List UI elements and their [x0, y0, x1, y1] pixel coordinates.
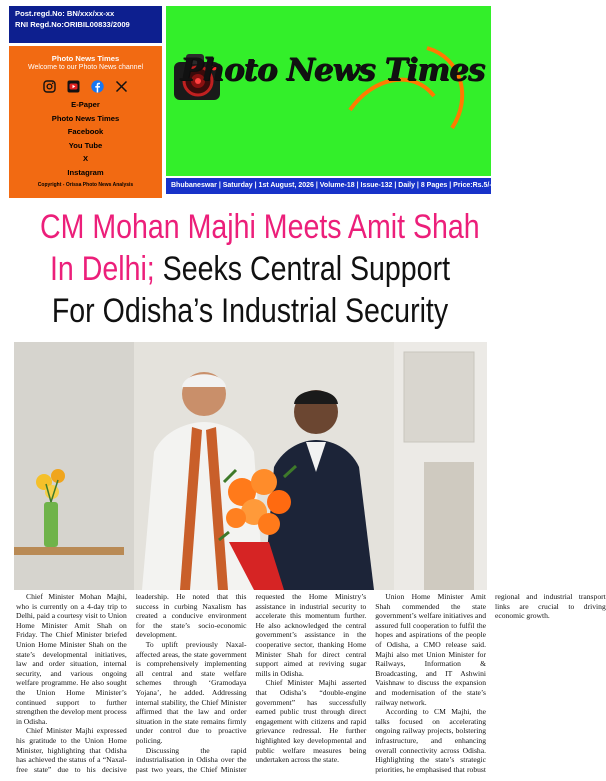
postal-registration-box	[9, 6, 162, 43]
headline-line-2-text: Seeks Central Support	[154, 250, 451, 288]
article-paragraph: Union Home Minister Amit Shah commended the state government’s welfare initiatives and assured full cooperation to fulfil the hopes and aspirations of the people of Odisha, a CMO release said. Majhi also met Union Minister for Railways, Information & Broadcasting, and IT Ashwini Vaishnaw to discuss the expansion and modernisation of the state’s railway network.	[375, 592, 486, 707]
promo-title: Photo News Times	[51, 54, 120, 63]
news-photo-illustration	[14, 342, 487, 590]
masthead-artwork	[172, 18, 485, 164]
header-left-column	[9, 6, 162, 198]
news-photo	[14, 342, 487, 590]
article-paragraph: Discussing the rapid industrialisation in Odisha over the past two years, the Chief Minister requested the Home Ministry’s assistance in industrial security to accelerate this momentum further. He also acknowledged the central government’s assistance in the cooperative sector, thanking Home Minister Shah for direct central support aimed at reviving sugar mills in Odisha.	[135, 592, 367, 774]
promo-item-instagram[interactable]: Instagram	[67, 167, 104, 177]
promo-item-epaper[interactable]: E-Paper	[71, 100, 100, 109]
article-paragraph: Chief Minister Majhi expressed his gratitude to the Union Home Minister, highlighting that Odisha has achieved the status of a “Naxal-free state” due to his decisive leadership. He noted that this success in curbing Naxalism has created a conducive environment for the state’s socio-economic development.	[16, 592, 247, 774]
promo-item-youtube[interactable]: You Tube	[68, 140, 103, 150]
instagram-icon[interactable]	[43, 80, 56, 93]
article-paragraph: To uplift previously Naxal-affected areas, the state government is comprehensively implementing all central and state welfare schemes through ‘Gramodaya Yojana’, he added. Addressing internal stability, the Chief Minister affirmed that the law and order situation in the state remains firmly under control due to proactive policing.	[135, 639, 247, 745]
channel-promo-box	[9, 46, 162, 198]
facebook-icon[interactable]	[91, 80, 104, 93]
main-headline	[0, 206, 500, 332]
article-paragraph: Chief Minister Mohan Majhi, who is currently on a 4-day trip to Delhi, paid a courtesy visit to Union Home Minister Amit Shah on Friday. The Chief Minister briefed Union Home Minister Shah on the state’s developmental initiatives, law and order situation, internal security, and various ongoing welfare programme. He also sought the Union Home Minister’s continued support to further strengthen the develop ment process in Odisha.	[16, 592, 127, 726]
brand-logo	[180, 52, 484, 88]
youtube-icon[interactable]	[67, 80, 80, 93]
promo-item-photo-news-times[interactable]: Photo News Times	[51, 113, 120, 123]
promo-item-x[interactable]: X	[82, 154, 89, 163]
brand-word-photo: Photo	[180, 52, 277, 88]
headline-line-2	[40, 248, 460, 290]
article-paragraph: Chief Minister Majhi asserted that Odisha’s “double-engine government” has successfully earned public trust through direct engagement with citizens and rapid grievance redressal. He further highlighted key developmental and public welfare measures being undertaken across the state.	[255, 678, 367, 765]
social-icons-row	[9, 80, 162, 93]
headline-line-2-accent: In Delhi;	[49, 250, 155, 288]
promo-item-facebook[interactable]: Facebook	[67, 127, 104, 136]
article-body	[16, 592, 606, 777]
headline-line-1: CM Mohan Majhi Meets Amit Shah	[40, 208, 480, 246]
promo-subtitle: Welcome to our Photo News channel	[27, 64, 144, 71]
x-icon[interactable]	[115, 80, 128, 93]
dateline-bar: Bhubaneswar | Saturday | 1st August, 2026 | Volume-18 | Issue-132 | Daily | 8 Pages | Price:Rs.5/-	[166, 178, 491, 194]
brand-word-news: News	[286, 52, 375, 88]
article-paragraph: According to CM Majhi, the talks focused on accelerating ongoing railway projects, bolstering infrastructure, and enhancing overall connectivity across Odisha. Highlighting the state’s strategic priorities, he emphasised that robust regional and industrial transport links are crucial to driving economic growth.	[375, 592, 606, 774]
rni-reg-number: RNI Regd.No:ORIBIL00833/2009	[15, 19, 130, 29]
brand-word-times: Times	[384, 52, 485, 88]
postal-reg-number: Post.regd.No: BN/xxx/xx-xx	[15, 9, 115, 18]
masthead	[166, 6, 491, 176]
promo-copyright: Copyright - Orissa Photo News Analysis	[37, 182, 134, 188]
headline-line-3: For Odisha’s Industrial Security	[51, 292, 449, 330]
